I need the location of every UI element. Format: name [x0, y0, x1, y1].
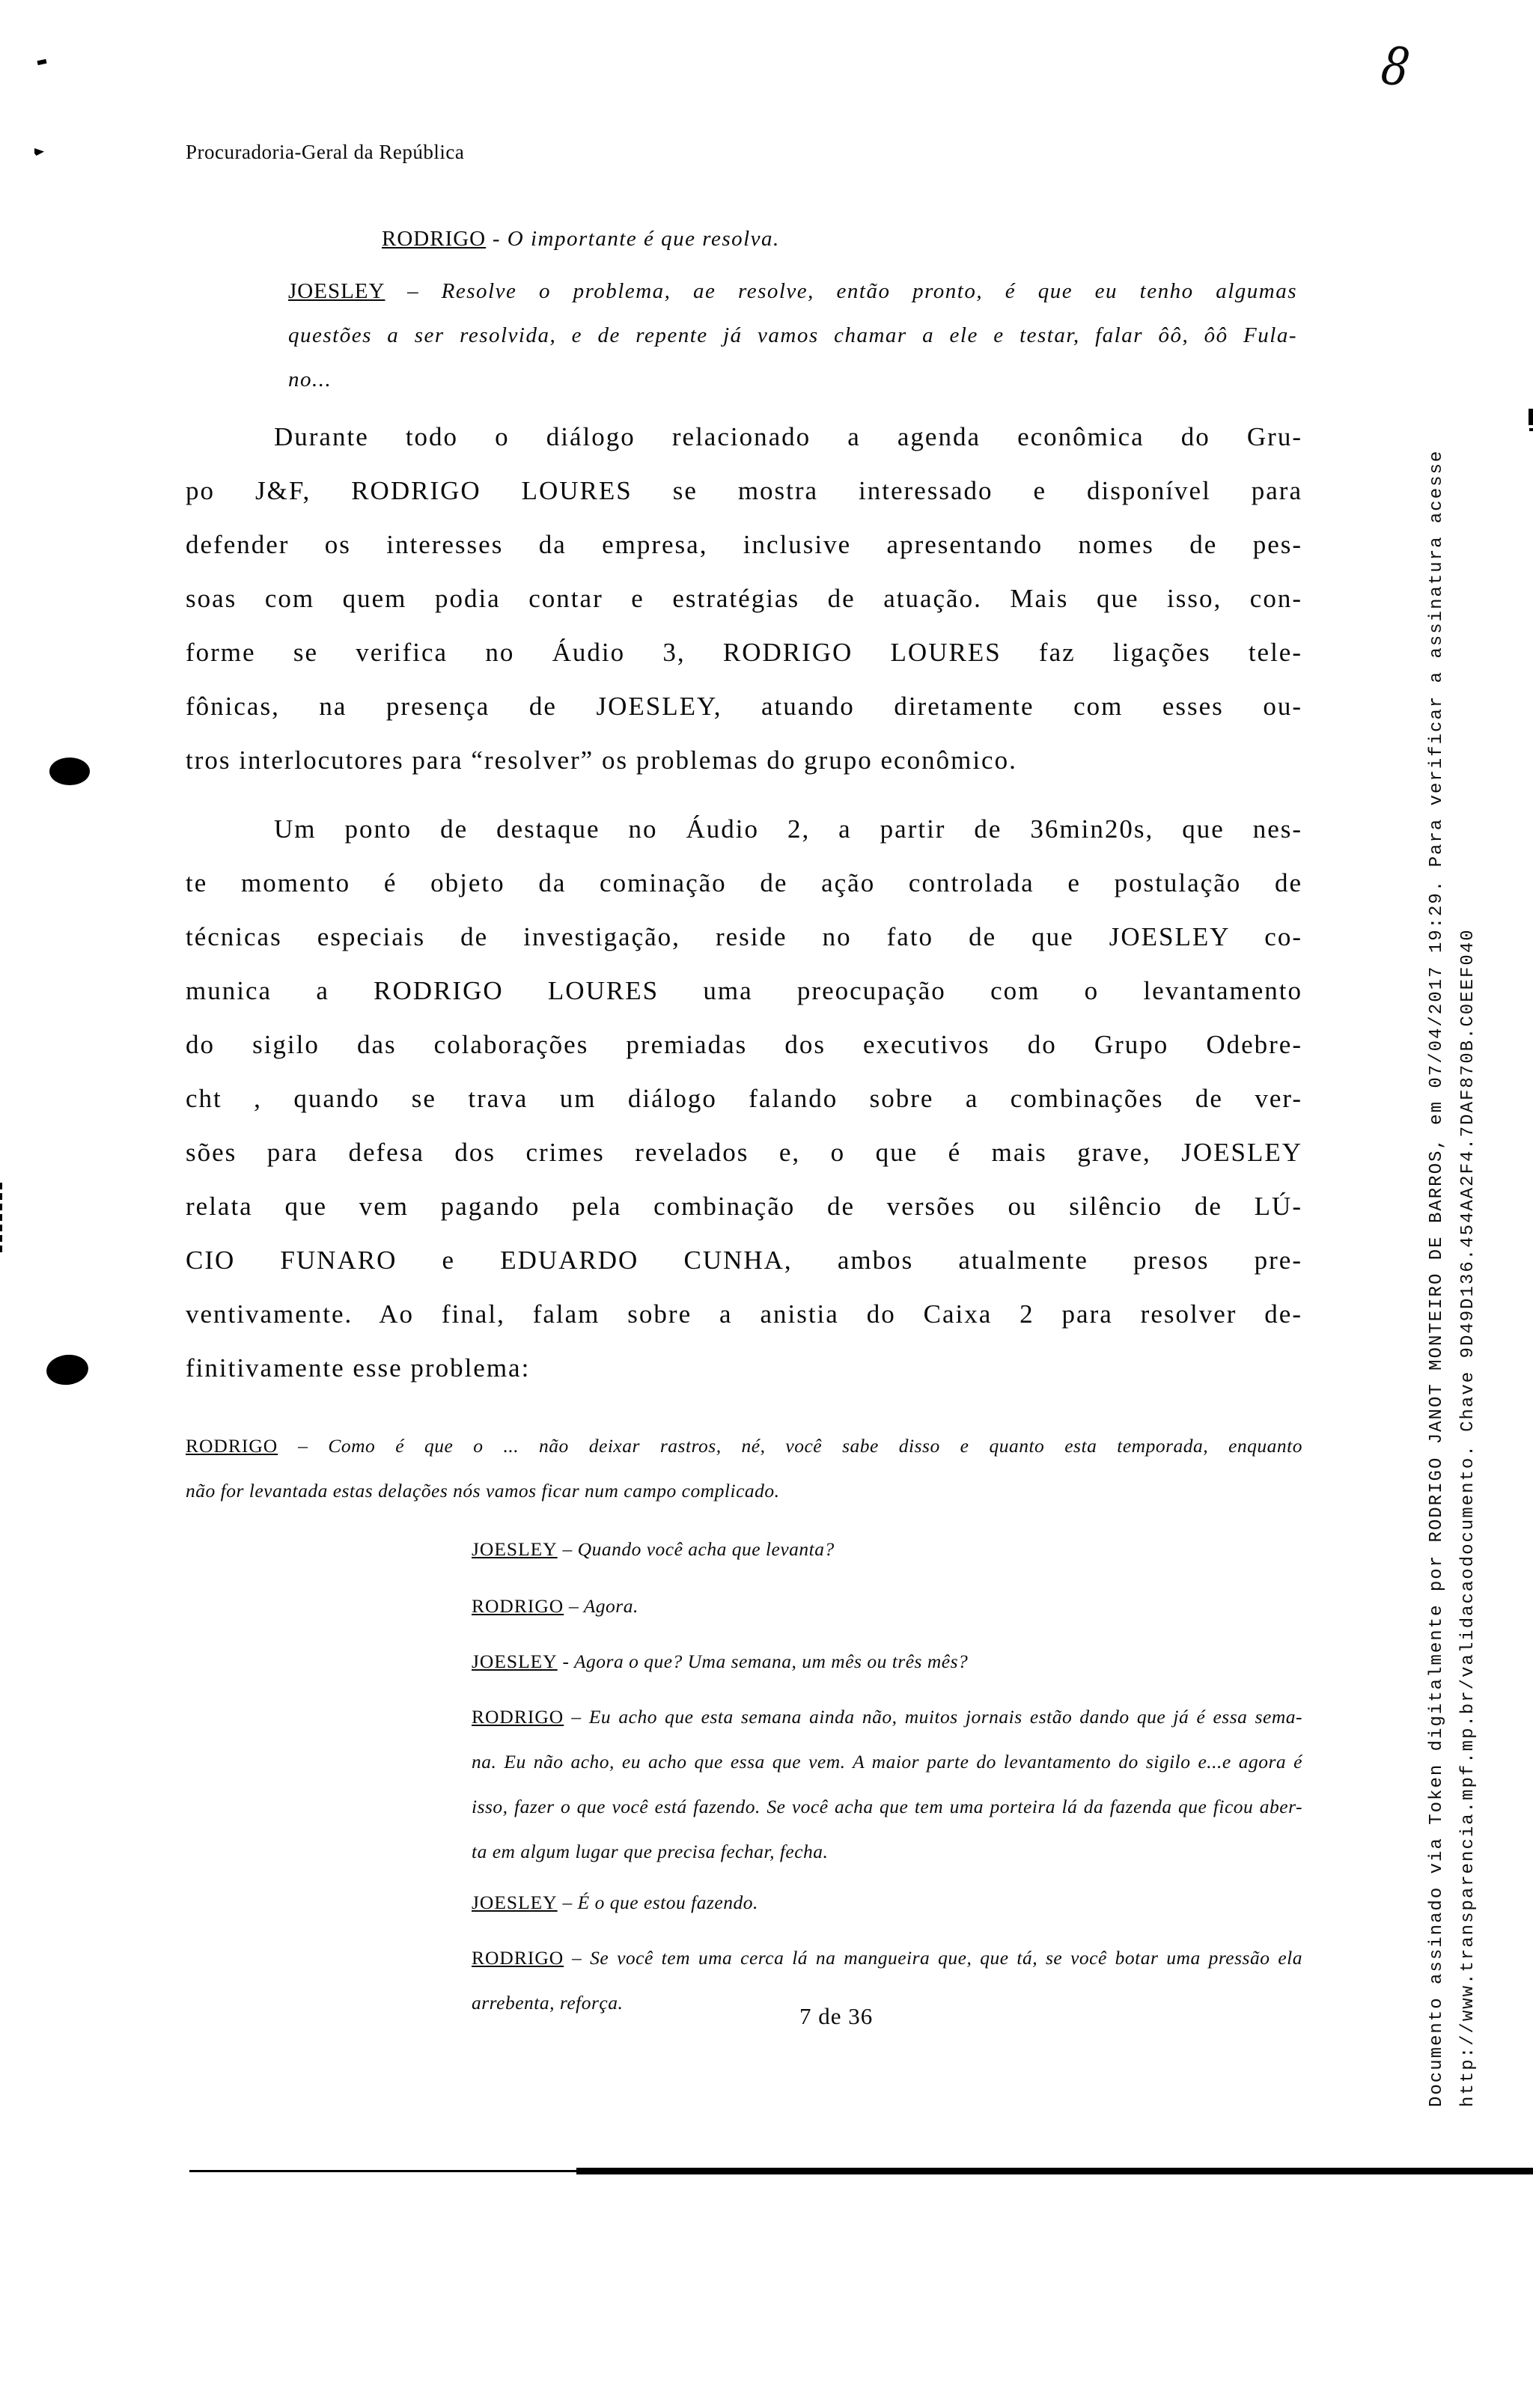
dialogue-block-rodrigo: RODRIGO – Eu acho que esta semana ainda não, muitos jornais estão dando que já é essa sema- na. Eu não acho, eu acho que essa que vem. A maior parte do levantamento do sigilo e...e agora é isso, fazer o que você está fazendo. Se você acha que tem uma porteira lá da fazenda que ficou aber- ta em algum lugar que precisa fechar, fecha.	[472, 1706, 1302, 1862]
quote-block-rodrigo-1: RODRIGO - O importante é que resolva.	[382, 227, 780, 251]
scan-line-bottom	[189, 2170, 586, 2172]
quote-block-joesley-1: JOESLEY – Resolve o problema, ae resolve, então pronto, é que eu tenho algumas questões a ser resolvida, e de repente já vamos chamar a ele e testar, falar ôô, ôô Fula- no...	[288, 279, 1297, 391]
speaker-name: RODRIGO	[472, 1947, 564, 1969]
page-footer: 7 de 36	[799, 2003, 874, 2029]
scan-speck	[37, 59, 47, 65]
speaker-name: RODRIGO	[382, 227, 487, 251]
dialogue-block-rodrigo: RODRIGO – Como é que o ... não deixar rastros, né, você sabe disso e quanto esta temporada, enquanto não for levantada estas delações nós vamos ficar num campo complicado.	[186, 1435, 1302, 1502]
signature-validation-url: http://www.transparencia.mpf.mp.br/validacaodocumento. Chave 9D49D136.454AA2F4.7DAF870B.C0EEF040	[1458, 928, 1478, 2107]
scan-edge-artifact	[1529, 428, 1533, 431]
speaker-name: RODRIGO	[186, 1435, 278, 1457]
dialogue-block-rodrigo: RODRIGO – Agora.	[472, 1595, 639, 1617]
document-header: Procuradoria-Geral da República	[186, 141, 465, 163]
scan-edge-artifact	[1529, 409, 1533, 425]
dialogue-block-joesley: JOESLEY – É o que estou fazendo.	[472, 1892, 758, 1913]
punch-hole-top	[49, 758, 90, 785]
speaker-name: RODRIGO	[472, 1595, 564, 1617]
scan-line-bottom	[576, 2168, 1533, 2174]
body-paragraph-1: Durante todo o diálogo relacionado a agenda econômica do Gru- po J&F, RODRIGO LOURES se mostra interessado e disponível para defender os interesses da empresa, inclusive apresentando nomes de pes- soas com quem podia contar e estratégias de atuação. Mais que isso, con- forme se verifica no Áudio 3, RODRIGO LOURES faz ligações tele- fônicas, na presença de JOESLEY, atuando diretamente com esses ou- tros interlocutores para “resolver” os problemas do grupo econômico.	[186, 422, 1302, 775]
handwritten-page-number: 8	[1378, 34, 1413, 99]
speaker-name: JOESLEY	[472, 1892, 558, 1913]
speaker-name: JOESLEY	[288, 279, 385, 303]
punch-hole-bottom	[45, 1353, 90, 1388]
scan-edge-artifact	[0, 1183, 2, 1255]
body-paragraph-2: Um ponto de destaque no Áudio 2, a partir de 36min20s, que nes- te momento é objeto da cominação de ação controlada e postulação de técnicas especiais de investigação, reside no fato de que JOESLEY co- munica a RODRIGO LOURES uma preocupação com o levantamento do sigilo das colaborações premiadas dos executivos do Grupo Odebre- cht , quando se trava um diálogo falando sobre a combinações de ver- sões para defesa dos crimes revelados e, o que é mais grave, JOESLEY relata que vem pagando pela combinação de versões ou silêncio de LÚ- CIO FUNARO e EDUARDO CUNHA, ambos atualmente presos pre- ventivamente. Ao final, falam sobre a anistia do Caixa 2 para resolver de- finitivamente esse problema:	[186, 814, 1302, 1383]
speaker-name: JOESLEY	[472, 1650, 558, 1672]
dialogue-block-joesley: JOESLEY – Quando você acha que levanta?	[472, 1538, 835, 1560]
dialogue-block-rodrigo: RODRIGO – Se você tem uma cerca lá na mangueira que, que tá, se você botar uma pressão ela arrebenta, reforça.	[472, 1947, 1302, 2014]
digital-signature-text: Documento assinado via Token digitalmente por RODRIGO JANOT MONTEIRO DE BARROS, em 07/04/2017 19:29. Para verificar a assinatura acesse	[1427, 449, 1447, 2107]
dialogue-block-joesley: JOESLEY - Agora o que? Uma semana, um mês ou três mês?	[472, 1650, 969, 1672]
scan-speck	[34, 148, 44, 156]
speaker-name: RODRIGO	[472, 1706, 564, 1728]
speaker-name: JOESLEY	[472, 1538, 558, 1560]
